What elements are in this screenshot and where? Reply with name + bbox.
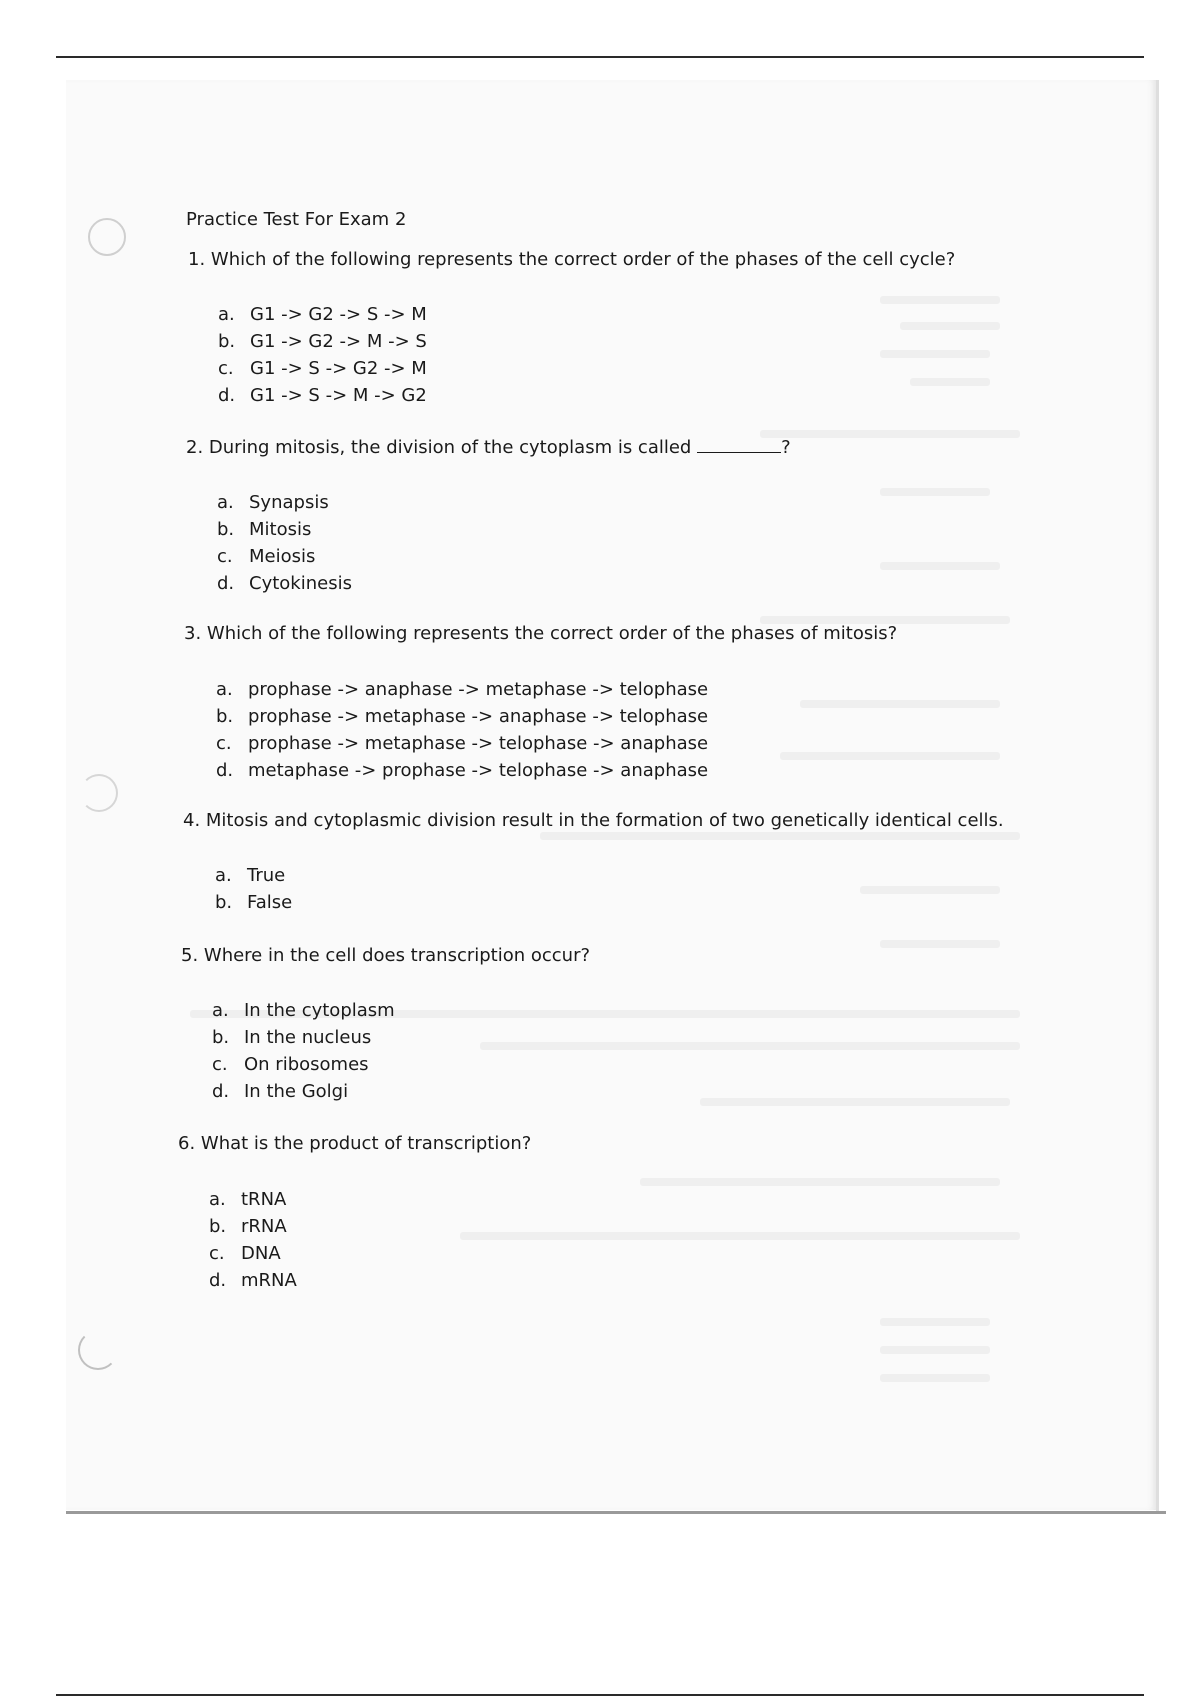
option-b: b. G1 -> G2 -> M -> S [218, 331, 427, 352]
answer-blank [697, 436, 781, 453]
question-5: 5. Where in the cell does transcription occur? [181, 945, 591, 966]
option-a: a. True [215, 865, 286, 886]
option-a: a. Synapsis [217, 492, 329, 513]
question-5-options [212, 997, 395, 1105]
option-b: b. Mitosis [217, 519, 312, 540]
option-b: b. prophase -> metaphase -> anaphase -> telophase [216, 706, 709, 727]
option-c: c. On ribosomes [212, 1054, 369, 1075]
option-d: d. mRNA [209, 1270, 297, 1291]
option-c: c. G1 -> S -> G2 -> M [218, 358, 427, 379]
question-2: 2. During mitosis, the division of the cytoplasm is called ? [186, 437, 791, 458]
question-1-options [218, 301, 427, 409]
option-b: b. In the nucleus [212, 1027, 372, 1048]
option-c: c. DNA [209, 1243, 281, 1264]
option-d: d. Cytokinesis [217, 573, 352, 594]
option-d: d. In the Golgi [212, 1081, 349, 1102]
question-3-options [216, 676, 708, 784]
option-c: c. prophase -> metaphase -> telophase -> anaphase [216, 733, 709, 754]
option-b: b. False [215, 892, 293, 913]
question-4-options [215, 862, 292, 916]
option-a: a. prophase -> anaphase -> metaphase -> telophase [216, 679, 709, 700]
question-6: 6. What is the product of transcription? [178, 1133, 532, 1154]
document-title: Practice Test For Exam 2 [186, 209, 407, 230]
option-a: a. In the cytoplasm [212, 1000, 395, 1021]
option-c: c. Meiosis [217, 546, 316, 567]
option-a: a. G1 -> G2 -> S -> M [218, 304, 427, 325]
option-a: a. tRNA [209, 1189, 287, 1210]
option-d: d. G1 -> S -> M -> G2 [218, 385, 427, 406]
question-4: 4. Mitosis and cytoplasmic division result in the formation of two genetically identical cells. [183, 810, 1004, 831]
option-d: d. metaphase -> prophase -> telophase -> anaphase [216, 760, 709, 781]
question-6-options [209, 1186, 297, 1294]
question-2-options [217, 489, 352, 597]
option-b: b. rRNA [209, 1216, 287, 1237]
question-1: 1. Which of the following represents the correct order of the phases of the cell cycle? [188, 249, 956, 270]
question-3: 3. Which of the following represents the correct order of the phases of mitosis? [184, 623, 898, 644]
